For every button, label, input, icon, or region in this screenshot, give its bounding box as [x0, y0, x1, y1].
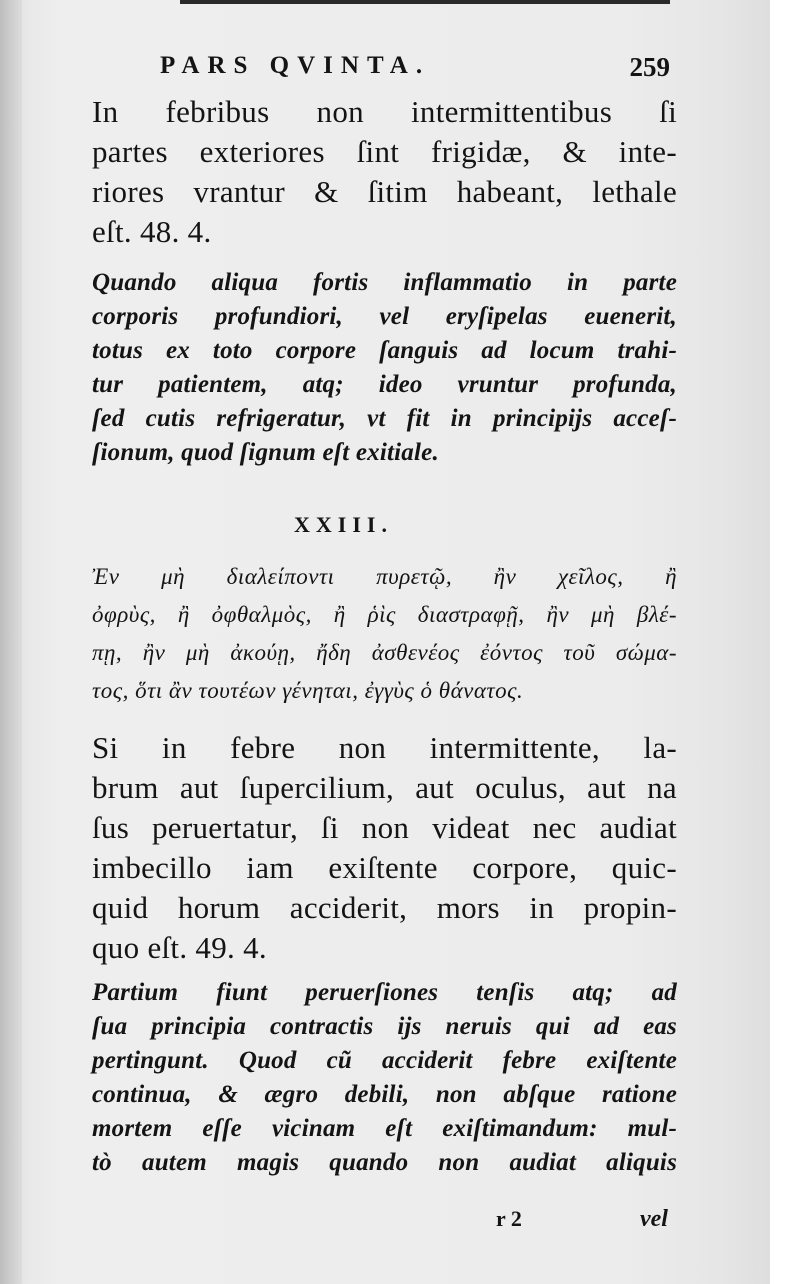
text-line: Quando aliqua fortis inflammatio in parte — [92, 269, 677, 296]
text-line: Partium fiunt peruerſiones tenſis atq; ad — [92, 979, 677, 1006]
aphorism-1-latin — [92, 92, 677, 252]
commentary-1 — [92, 266, 677, 470]
text-line: partes exteriores ſint frigidæ, & inte- — [92, 134, 677, 169]
text-line: eſt. 48. 4. — [92, 214, 212, 249]
section-heading: XXIII. — [294, 512, 393, 537]
text-line: Ἐν μὴ διαλείποντι πυρετῷ, ἢν χεῖλος, ἢ — [92, 564, 677, 589]
text-line: ſionum, quod ſignum eſt exitiale. — [92, 439, 439, 466]
text-line: mortem eſſe vicinam eſt exiſtimandum: mul- — [92, 1115, 677, 1142]
commentary-2 — [92, 976, 677, 1180]
text-line: ὀφρὺς, ἢ ὀφθαλμὸς, ἢ ῥὶς διαστραφῇ, ἢν μὴ βλέ- — [92, 602, 677, 627]
text-line: brum aut ſupercilium, aut oculus, aut na — [92, 770, 677, 805]
aphorism-2-latin — [92, 728, 677, 968]
text-line: pertingunt. Quod cũ acciderit febre exiſtente — [92, 1047, 677, 1074]
text-line: Si in febre non intermittente, la- — [92, 730, 677, 765]
text-line: πῃ, ἢν μὴ ἀκούῃ, ἤδη ἀσθενέος ἐόντος τοῦ σώμα- — [92, 640, 677, 665]
text-line: tur patientem, atq; ideo vruntur profunda, — [92, 371, 677, 398]
text-line: continua, & ægro debili, non abſque ratione — [92, 1081, 677, 1108]
text-line: imbecillo iam exiſtente corpore, quic- — [92, 850, 677, 885]
text-line: totus ex toto corpore ſanguis ad locum trahi- — [92, 337, 677, 364]
text-line: tò autem magis quando non audiat aliquis — [92, 1149, 677, 1176]
page-top-edge — [180, 0, 670, 4]
text-line: ſus peruertatur, ſi non videat nec audiat — [92, 810, 677, 845]
text-line: τος, ὅτι ἂν τουτέων γένηται, ἐγγὺς ὁ θάνατος. — [92, 678, 524, 703]
running-title: PARS QVINTA. — [160, 52, 431, 79]
catchword: vel — [640, 1206, 668, 1232]
page-number: 259 — [629, 52, 670, 82]
text-line: ſua principia contractis ijs neruis qui ad eas — [92, 1013, 677, 1040]
text-line: corporis profundiori, vel eryſipelas euenerit, — [92, 303, 677, 330]
text-line: quo eſt. 49. 4. — [92, 930, 267, 965]
text-line: ſed cutis refrigeratur, vt fit in principijs acceſ- — [92, 405, 677, 432]
signature-mark: r 2 — [496, 1206, 522, 1231]
aphorism-2-greek — [92, 558, 677, 710]
running-head — [160, 52, 670, 86]
text-line: In febribus non intermittentibus ſi — [92, 94, 677, 129]
text-line: quid horum acciderit, mors in propin- — [92, 890, 677, 925]
text-line: riores vrantur & ſitim habeant, lethale — [92, 174, 677, 209]
